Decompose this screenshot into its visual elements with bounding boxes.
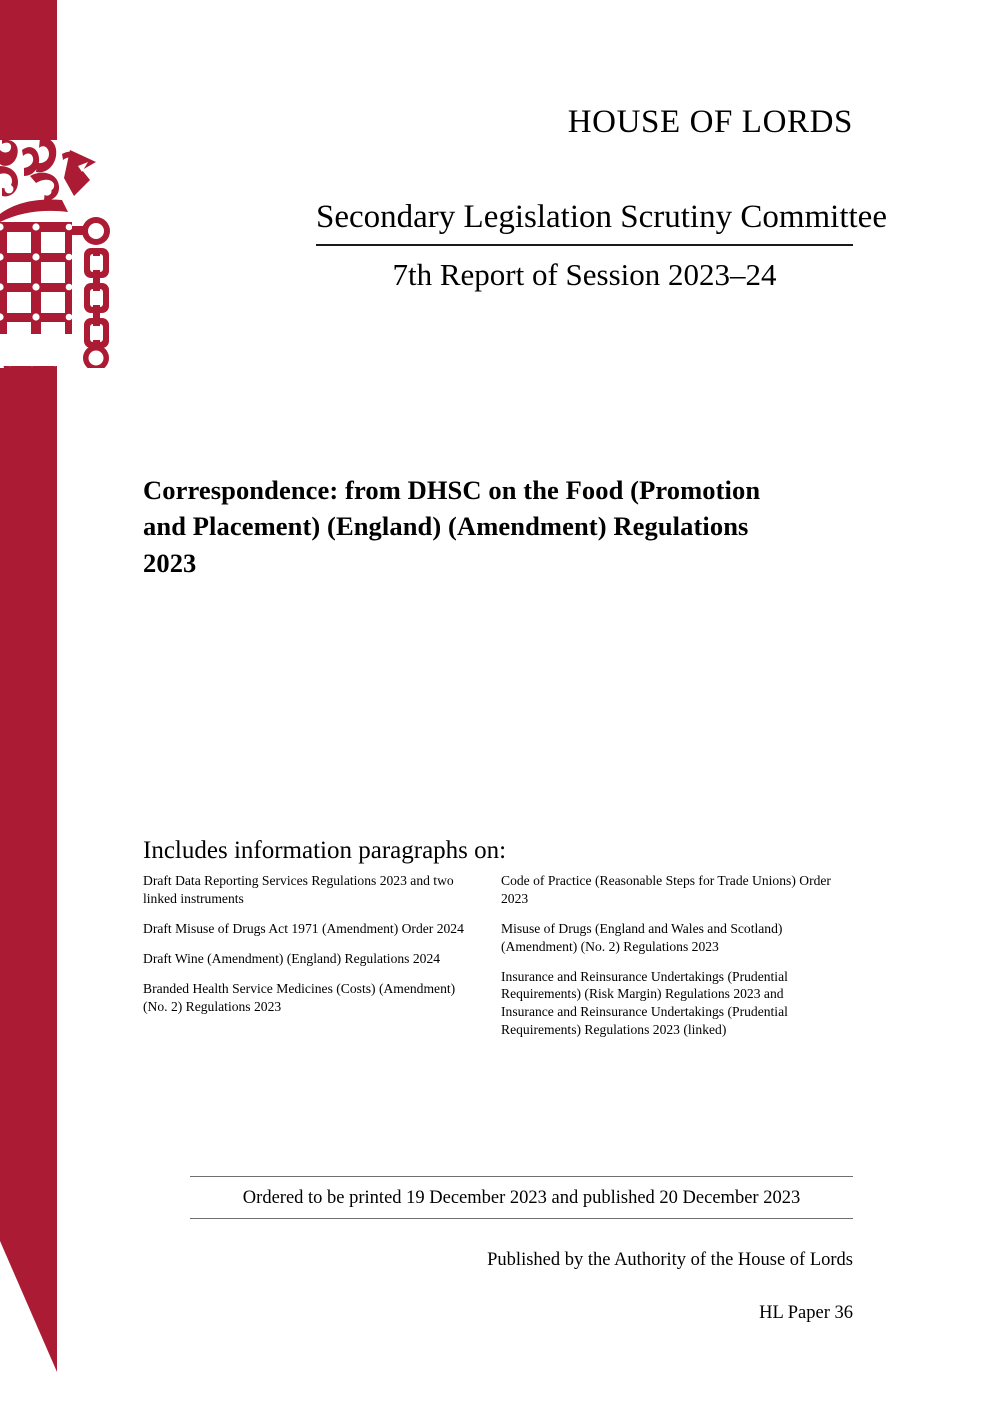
- page-footer: [190, 1176, 853, 1325]
- report-session: 7th Report of Session 2023–24: [392, 256, 777, 292]
- list-item: Misuse of Drugs (England and Wales and Scotland) (Amendment) (No. 2) Regulations 2023: [501, 920, 783, 954]
- list-item: Branded Health Service Medicines (Costs) (Amendment) (No. 2) Regulations 2023: [143, 981, 456, 1014]
- publishing-authority-line: Published by the Authority of the House of Lords: [487, 1250, 853, 1271]
- committee-divider: [316, 244, 853, 246]
- committee-name: Secondary Legislation Scrutiny Committee: [316, 199, 887, 235]
- committee-block: [316, 198, 887, 295]
- page-title-house-of-lords: HOUSE OF LORDS: [567, 104, 853, 140]
- list-item: Draft Misuse of Drugs Act 1971 (Amendment) Order 2024: [143, 920, 464, 936]
- includes-columns: [143, 872, 855, 1051]
- portcullis-crowned-logo: [0, 136, 116, 368]
- list-item: Code of Practice (Reasonable Steps for Trade Unions) Order 2023: [501, 873, 831, 906]
- document-title: Correspondence: from DHSC on the Food (Promotion and Placement) (England) (Amendment) Regulations 2023: [143, 475, 761, 578]
- printed-published-line: Ordered to be printed 19 December 2023 and published 20 December 2023: [242, 1188, 801, 1208]
- hl-paper-number: HL Paper 36: [759, 1303, 853, 1324]
- includes-heading: Includes information paragraphs on:: [143, 837, 507, 864]
- list-item: Insurance and Reinsurance Undertakings (Prudential Requirements) (Risk Margin) Regulations 2023 and Insurance and Reinsurance Undertakings (Prudential Requirements) Regulations 2023 (linked): [501, 968, 788, 1037]
- list-item: Draft Wine (Amendment) (England) Regulations 2024: [143, 951, 441, 967]
- includes-right-column: [499, 872, 855, 1051]
- includes-left-column: [143, 872, 499, 1051]
- list-item: Draft Data Reporting Services Regulations 2023 and two linked instruments: [143, 873, 454, 906]
- content-column: [143, 0, 887, 1401]
